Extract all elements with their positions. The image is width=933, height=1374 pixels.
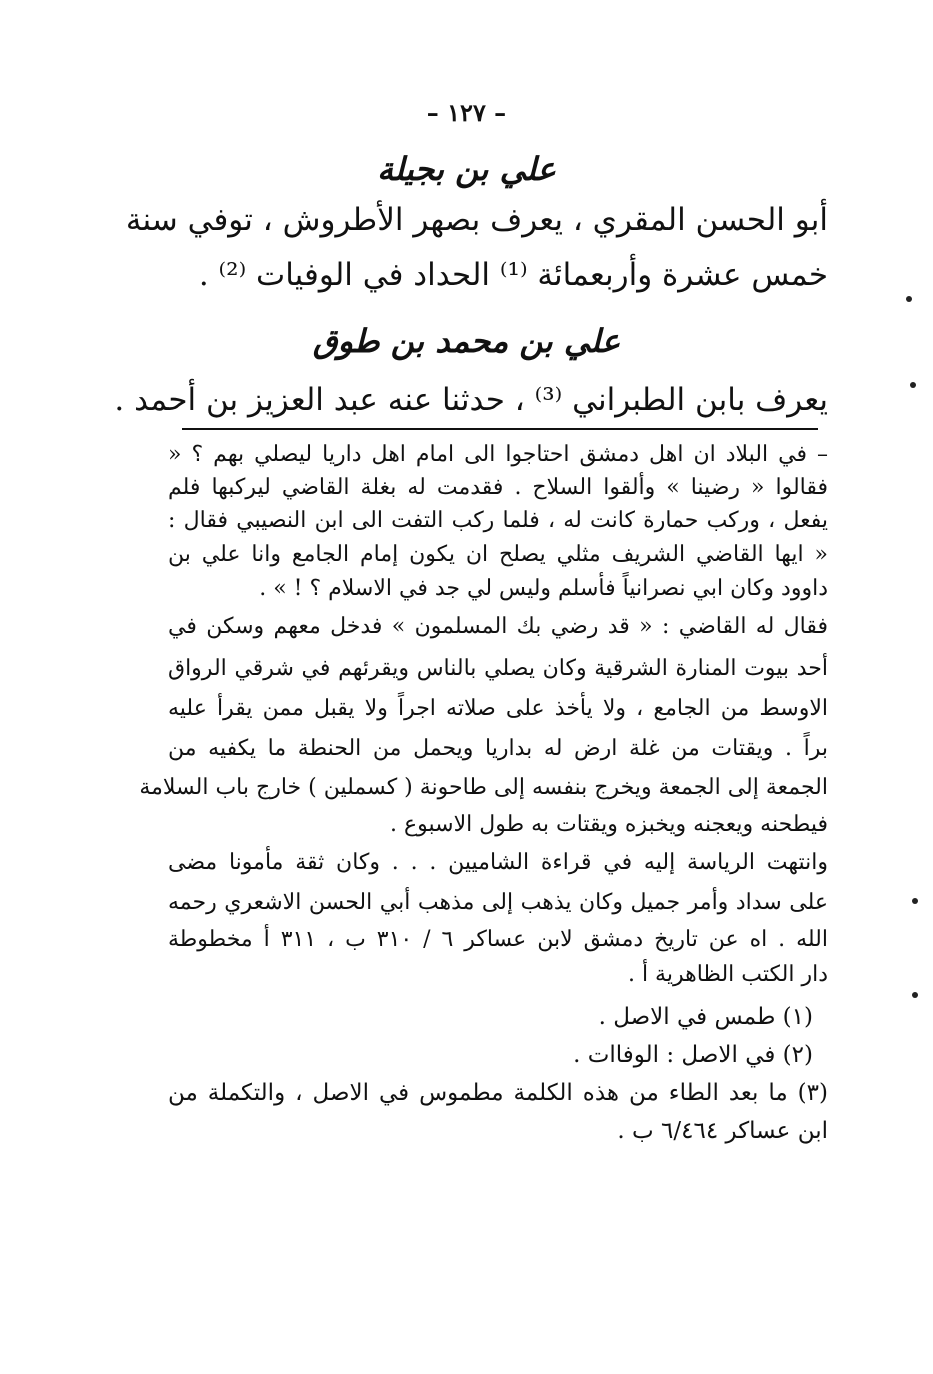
margin-speck	[906, 296, 912, 302]
footnote-line: « ايها القاضي الشريف مثلي يصلح ان يكون إمام الجامع وانا علي بن	[168, 542, 828, 567]
footnote-line: على سداد وأمر جميل وكان يذهب إلى مذهب أبي الحسن الاشعري رحمه	[168, 890, 828, 915]
footnote-line: الله . اه عن تاريخ دمشق لابن عساكر ٦ / ٣١٠ ب ، ٣١١ أ مخطوطة	[168, 927, 828, 952]
footnote-line: فقال له القاضي : « قد رضي بك المسلمون » فدخل معهم وسكن في	[168, 614, 828, 639]
entry-text-line: أبو الحسن المقري ، يعرف بصهر الأطروش ، توفي سنة	[125, 202, 828, 238]
margin-speck	[912, 898, 918, 904]
footnote-note: (١) طمس في الاصل .	[598, 1004, 813, 1030]
entry-text-line: يعرف بابن الطبراني ⁽³⁾ ، حدثنا عنه عبد العزيز بن أحمد .	[114, 382, 828, 418]
footnote-note: (٢) في الاصل : الوفاات .	[573, 1042, 813, 1068]
footnote-line: الاوسط من الجامع ، ولا يأخذ على صلاته اجراً ولا يقبل ممن يقرأ عليه	[168, 696, 828, 721]
footnote-line: دار الكتب الظاهرية أ .	[627, 962, 828, 987]
entry-heading: علي بن محمد بن طوق	[312, 322, 621, 360]
footnote-line: أحد بيوت المنارة الشرقية وكان يصلي بالناس ويقرئهم في شرقي الرواق	[168, 656, 828, 681]
footnote-line: وانتهت الرياسة إليه في قراءة الشاميين . . . وكان ثقة مأمونا مضى	[168, 850, 828, 875]
footnote-line: – في البلاد ان اهل دمشق احتاجوا الى امام اهل داريا ليصلي بهم ؟ «	[168, 442, 828, 467]
page-number: – ١٢٧ –	[426, 98, 507, 127]
footnote-divider	[182, 428, 818, 430]
footnote-line: فقالوا « رضينا » وألقوا السلاح . فقدمت له بغلة القاضي ليركبها فلم	[168, 475, 828, 500]
footnote-note: ابن عساكر ٦/٤٦٤ ب .	[617, 1118, 828, 1144]
footnote-line: داوود وكان ابي نصرانياً فأسلم وليس لي جد في الاسلام ؟ ! » .	[259, 576, 828, 601]
footnote-line: براً . ويقتات من غلة ارض له بداريا ويحمل من الحنطة ما يكفيه من	[168, 736, 828, 761]
margin-speck	[910, 382, 916, 388]
entry-text-line: خمس عشرة وأربعمائة ⁽¹⁾ الحداد في الوفيات ⁽²⁾ .	[198, 257, 828, 293]
footnote-line: فيطحنه ويعجنه ويخبزه ويقتات به طول الاسبوع .	[390, 812, 828, 837]
footnote-line: الجمعة إلى الجمعة ويخرج بنفسه إلى طاحونة ( كسملين ) خارج باب السلامة	[139, 775, 828, 800]
footnote-note: (٣) ما بعد الطاء من هذه الكلمة مطموس في الاصل ، والتكملة من	[168, 1080, 828, 1106]
footnote-line: يفعل ، وركب حمارة كانت له ، فلما ركب التفت الى ابن النصيبي فقال :	[168, 508, 828, 533]
margin-speck	[912, 992, 918, 998]
entry-heading: علي بن بجيلة	[377, 150, 556, 188]
